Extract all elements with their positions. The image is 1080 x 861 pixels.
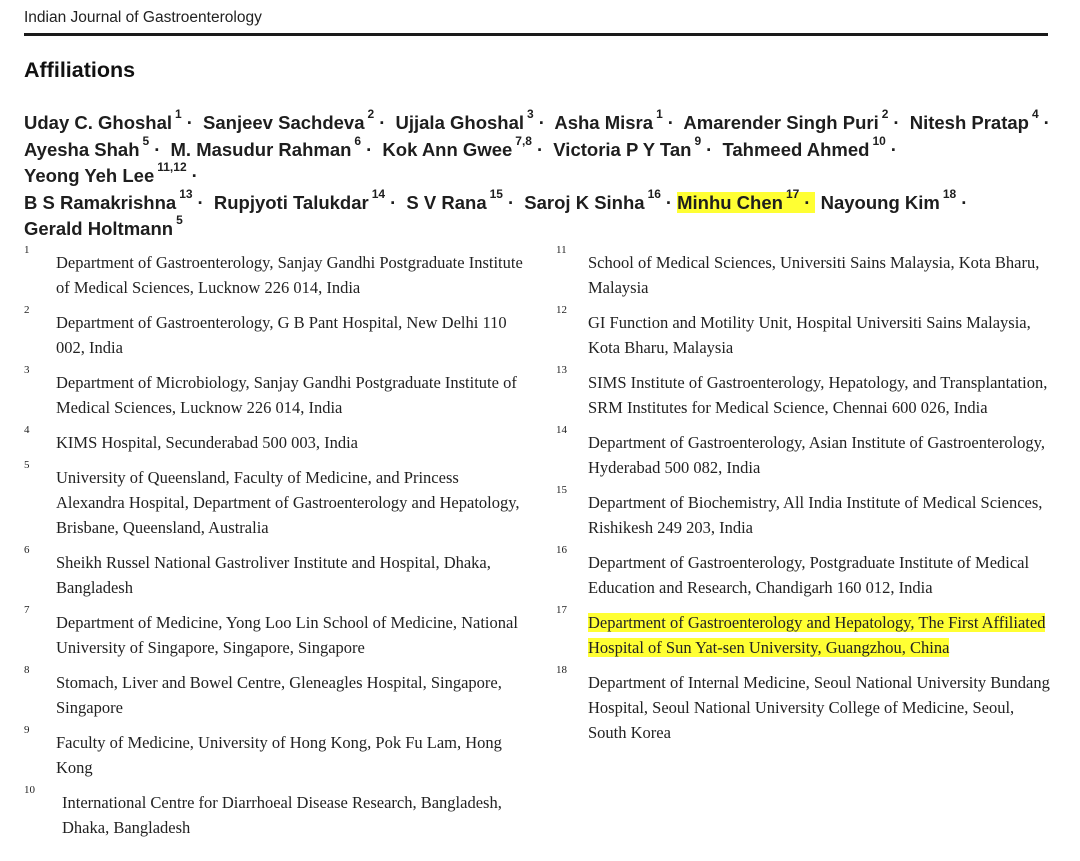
affiliation-text: University of Queensland, Faculty of Medicine, and Princess Alexandra Hospital, Department of Gastroenterology and Hepatology, Brisbane, Queensland, Australia (56, 468, 520, 537)
affiliation-item (556, 484, 1056, 540)
section-title: Affiliations (24, 58, 136, 82)
author: Asha Misra $^1$ (554, 107, 663, 133)
affiliation-item (24, 724, 524, 780)
affiliation-item (24, 544, 524, 600)
affiliation-number: 2 (24, 304, 30, 316)
affiliation-number: 5 (24, 459, 30, 471)
affiliation-text: Department of Gastroenterology, Asian Institute of Gastroenterology, Hyderabad 500 082, India (588, 433, 1045, 477)
author: Saroj K Sinha $^{16}$ (524, 186, 661, 213)
affiliation-item (556, 304, 1056, 360)
author-list: Uday C. Ghoshal $^1$ · Sanjeev Sachdeva $^2$ · Ujjala Ghoshal $^3$ · Asha Misra $^1$ · Amarender Singh Puri $^2$ · Nitesh Pratap $^4$ · Ayesha Shah $^5$ · M. Masudur Rahman $^6$ · Kok Ann Gwee $^{7,8}$ · Victoria P Y Tan $^9$ · Tahmeed Ahmed $^{10}$ · Yeong Yeh Lee $^{11,12}$ · B S Ramakrishna $^{13}$ · Rupjyoti Talukdar $^{14}$ · S V Rana $^{15}$ · Saroj K Sinha $^{16}$ · Minhu Chen $^{17}$ · Nayoung Kim $^{18}$ · Gerald Holtmann $^5$ (24, 107, 1050, 239)
affiliation-number: 12 (556, 304, 567, 316)
affiliation-number: 1 (24, 244, 30, 256)
affiliation-number: 8 (24, 664, 30, 676)
author: Kok Ann Gwee $^{7,8}$ (382, 133, 532, 160)
affiliation-text: SIMS Institute of Gastroenterology, Hepatology, and Transplantation, SRM Institutes for Medical Science, Chennai 600 026, India (588, 373, 1048, 417)
affiliation-number: 7 (24, 604, 30, 616)
affiliations-right-column (556, 244, 1056, 755)
affiliation-number: 15 (556, 484, 567, 496)
author: Tahmeed Ahmed $^{10}$ (722, 133, 886, 160)
affiliation-item (24, 784, 524, 840)
affiliation-item (24, 459, 524, 540)
affiliation-text: GI Function and Motility Unit, Hospital Universiti Sains Malaysia, Kota Bharu, Malaysia (588, 313, 1031, 357)
affiliation-number: 18 (556, 664, 567, 676)
author: Ujjala Ghoshal $^3$ (395, 107, 534, 133)
affiliation-text: Department of Internal Medicine, Seoul National University Bundang Hospital, Seoul National University College of Medicine, Seoul, South Korea (588, 673, 1050, 742)
header-rule (24, 33, 1048, 36)
affiliation-text: Department of Microbiology, Sanjay Gandhi Postgraduate Institute of Medical Sciences, Lucknow 226 014, India (56, 373, 517, 417)
author: M. Masudur Rahman $^6$ (170, 133, 362, 160)
author: Rupjyoti Talukdar $^{14}$ (213, 186, 386, 213)
affiliation-text: Stomach, Liver and Bowel Centre, Gleneagles Hospital, Singapore, Singapore (56, 673, 502, 717)
author: Nitesh Pratap $^4$ (909, 107, 1039, 133)
affiliation-item (556, 544, 1056, 600)
author: Gerald Holtmann $^5$ (24, 213, 183, 239)
affiliation-text: International Centre for Diarrhoeal Disease Research, Bangladesh, Dhaka, Bangladesh (62, 793, 502, 837)
affiliation-item (556, 244, 1056, 300)
author: Sanjeev Sachdeva $^2$ (203, 107, 375, 133)
affiliation-number: 11 (556, 244, 567, 256)
affiliation-number: 4 (24, 424, 30, 436)
author: S V Rana $^{15}$ (406, 186, 503, 213)
affiliation-number: 17 (556, 604, 567, 616)
affiliation-number: 3 (24, 364, 30, 376)
affiliation-number: 6 (24, 544, 30, 556)
affiliation-text: Department of Gastroenterology, Postgraduate Institute of Medical Education and Research, Chandigarh 160 012, India (588, 553, 1030, 597)
affiliation-item (24, 304, 524, 360)
affiliation-number: 10 (24, 784, 35, 796)
affiliation-item-highlighted (556, 604, 1056, 660)
affiliation-item (556, 424, 1056, 480)
author: B S Ramakrishna $^{13}$ (24, 186, 193, 213)
affiliation-number: 14 (556, 424, 567, 436)
affiliation-text: Sheikh Russel National Gastroliver Institute and Hospital, Dhaka, Bangladesh (56, 553, 491, 597)
author: Yeong Yeh Lee $^{11,12}$ (24, 160, 187, 186)
affiliation-text-highlighted: Department of Gastroenterology and Hepatology, The First Affiliated Hospital of Sun Yat-sen University, Guangzhou, China (588, 613, 1046, 657)
affiliation-item (24, 244, 524, 300)
affiliation-item (556, 664, 1056, 745)
author: Amarender Singh Puri $^2$ (683, 107, 889, 133)
author: Nayoung Kim $^{18}$ (820, 186, 957, 213)
affiliation-text: Department of Gastroenterology, Sanjay Gandhi Postgraduate Institute of Medical Sciences, Lucknow 226 014, India (56, 253, 523, 297)
affiliation-text: School of Medical Sciences, Universiti Sains Malaysia, Kota Bharu, Malaysia (588, 253, 1040, 297)
author: Victoria P Y Tan $^9$ (553, 133, 702, 160)
affiliation-number: 9 (24, 724, 30, 736)
affiliations-left-column (24, 244, 524, 850)
affiliation-item (24, 604, 524, 660)
affiliation-item (24, 424, 524, 455)
affiliation-item (24, 364, 524, 420)
affiliation-number: 16 (556, 544, 567, 556)
affiliation-text: Faculty of Medicine, University of Hong Kong, Pok Fu Lam, Hong Kong (56, 733, 502, 777)
affiliation-text: Department of Medicine, Yong Loo Lin School of Medicine, National University of Singapore, Singapore, Singapore (56, 613, 518, 657)
affiliation-item (24, 664, 524, 720)
affiliation-text: Department of Gastroenterology, G B Pant Hospital, New Delhi 110 002, India (56, 313, 507, 357)
author-highlighted: Minhu Chen $^{17}$ (677, 186, 800, 213)
author: Ayesha Shah $^5$ (24, 133, 150, 160)
journal-title: Indian Journal of Gastroenterology (24, 9, 262, 26)
affiliation-number: 13 (556, 364, 567, 376)
affiliation-text: Department of Biochemistry, All India Institute of Medical Sciences, Rishikesh 249 203, India (588, 493, 1043, 537)
affiliation-text: KIMS Hospital, Secunderabad 500 003, India (56, 433, 358, 452)
affiliation-item (556, 364, 1056, 420)
author: Uday C. Ghoshal $^1$ (24, 107, 182, 133)
